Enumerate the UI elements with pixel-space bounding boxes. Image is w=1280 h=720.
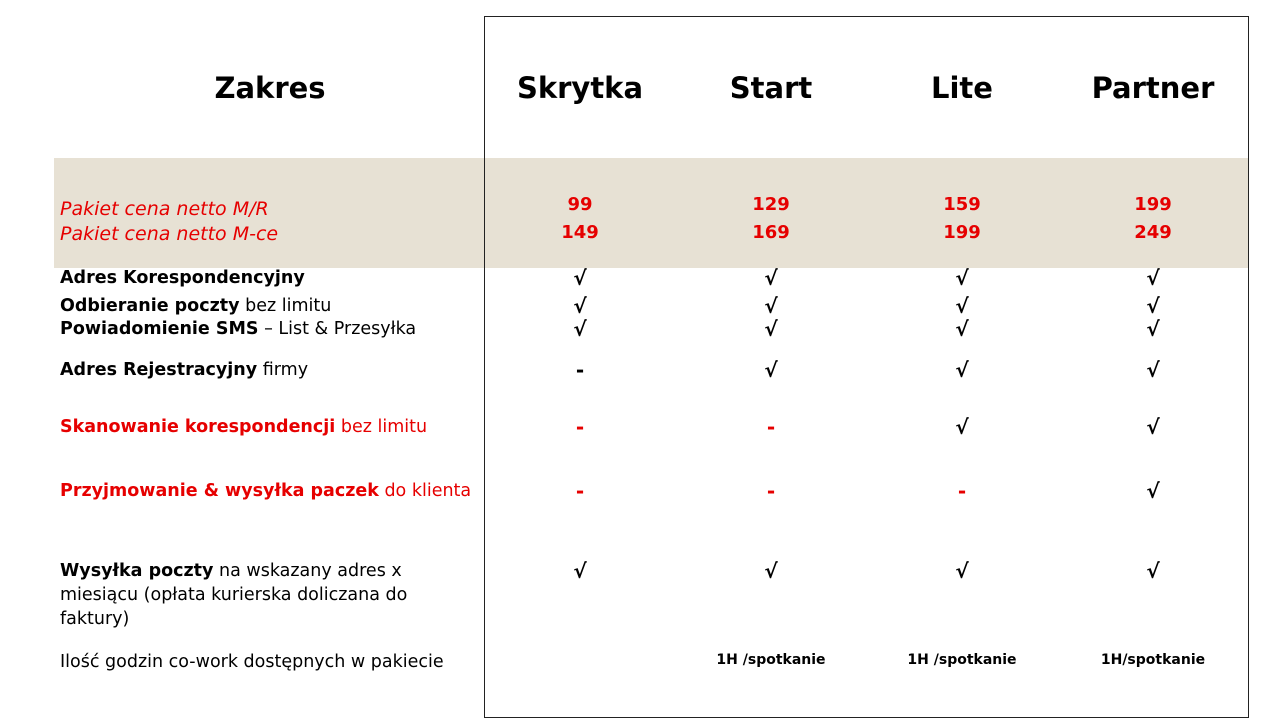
feature-cowork-hours: Ilość godzin co-work dostępnych w pakiecie: [60, 652, 444, 672]
header-lite: Lite: [931, 71, 993, 105]
feature-adres-rejestracyjny: Adres Rejestracyjny firmy: [60, 360, 309, 380]
dash-icon: -: [575, 358, 585, 382]
check-icon: √: [573, 294, 587, 318]
feature-odbieranie-poczty: Odbieranie poczty bez limitu: [60, 296, 332, 316]
check-icon: √: [1146, 415, 1160, 439]
price-mce-lite: 199: [943, 222, 981, 243]
header-partner: Partner: [1091, 71, 1215, 105]
cowork-lite: 1H /spotkanie: [907, 652, 1017, 668]
dash-icon: -: [575, 415, 585, 439]
check-icon: √: [764, 266, 778, 290]
price-mr-lite: 159: [943, 194, 981, 215]
check-icon: √: [955, 266, 969, 290]
feature-paczki: Przyjmowanie & wysyłka paczek do klienta: [60, 481, 472, 501]
dash-icon: -: [957, 479, 967, 503]
dash-icon: -: [766, 415, 776, 439]
check-icon: √: [955, 358, 969, 382]
check-icon: √: [955, 294, 969, 318]
check-icon: √: [573, 317, 587, 341]
check-icon: √: [955, 415, 969, 439]
feature-wysylka-poczty: Wysyłka poczty na wskazany adres x miesiącu (opłata kurierska doliczana do faktury): [60, 561, 408, 629]
cowork-start: 1H /spotkanie: [716, 652, 826, 668]
dash-icon: -: [766, 479, 776, 503]
header-zakres: Zakres: [214, 71, 326, 105]
price-mce-skrytka: 149: [561, 222, 599, 243]
dash-icon: -: [575, 479, 585, 503]
feature-powiadomienie-sms: Powiadomienie SMS – List & Przesyłka: [60, 319, 417, 339]
check-icon: √: [1146, 479, 1160, 503]
header-start: Start: [729, 71, 813, 105]
check-icon: √: [1146, 358, 1160, 382]
price-mce-partner: 249: [1134, 222, 1172, 243]
price-mce-start: 169: [752, 222, 790, 243]
check-icon: √: [1146, 266, 1160, 290]
check-icon: √: [1146, 294, 1160, 318]
price-label-mr: Pakiet cena netto M/R: [60, 198, 269, 220]
price-label-mce: Pakiet cena netto M-ce: [60, 223, 279, 245]
cowork-partner: 1H/spotkanie: [1100, 652, 1206, 668]
feature-adres-korespondencyjny: Adres Korespondencyjny: [60, 268, 305, 288]
check-icon: √: [573, 266, 587, 290]
check-icon: √: [1146, 559, 1160, 583]
check-icon: √: [955, 317, 969, 341]
price-mr-start: 129: [752, 194, 790, 215]
header-skrytka: Skrytka: [516, 71, 644, 105]
check-icon: √: [955, 559, 969, 583]
check-icon: √: [764, 294, 778, 318]
feature-skanowanie: Skanowanie korespondencji bez limitu: [60, 417, 428, 437]
price-mr-partner: 199: [1134, 194, 1172, 215]
check-icon: √: [764, 559, 778, 583]
check-icon: √: [1146, 317, 1160, 341]
check-icon: √: [764, 317, 778, 341]
price-mr-skrytka: 99: [567, 194, 593, 215]
check-icon: √: [573, 559, 587, 583]
check-icon: √: [764, 358, 778, 382]
